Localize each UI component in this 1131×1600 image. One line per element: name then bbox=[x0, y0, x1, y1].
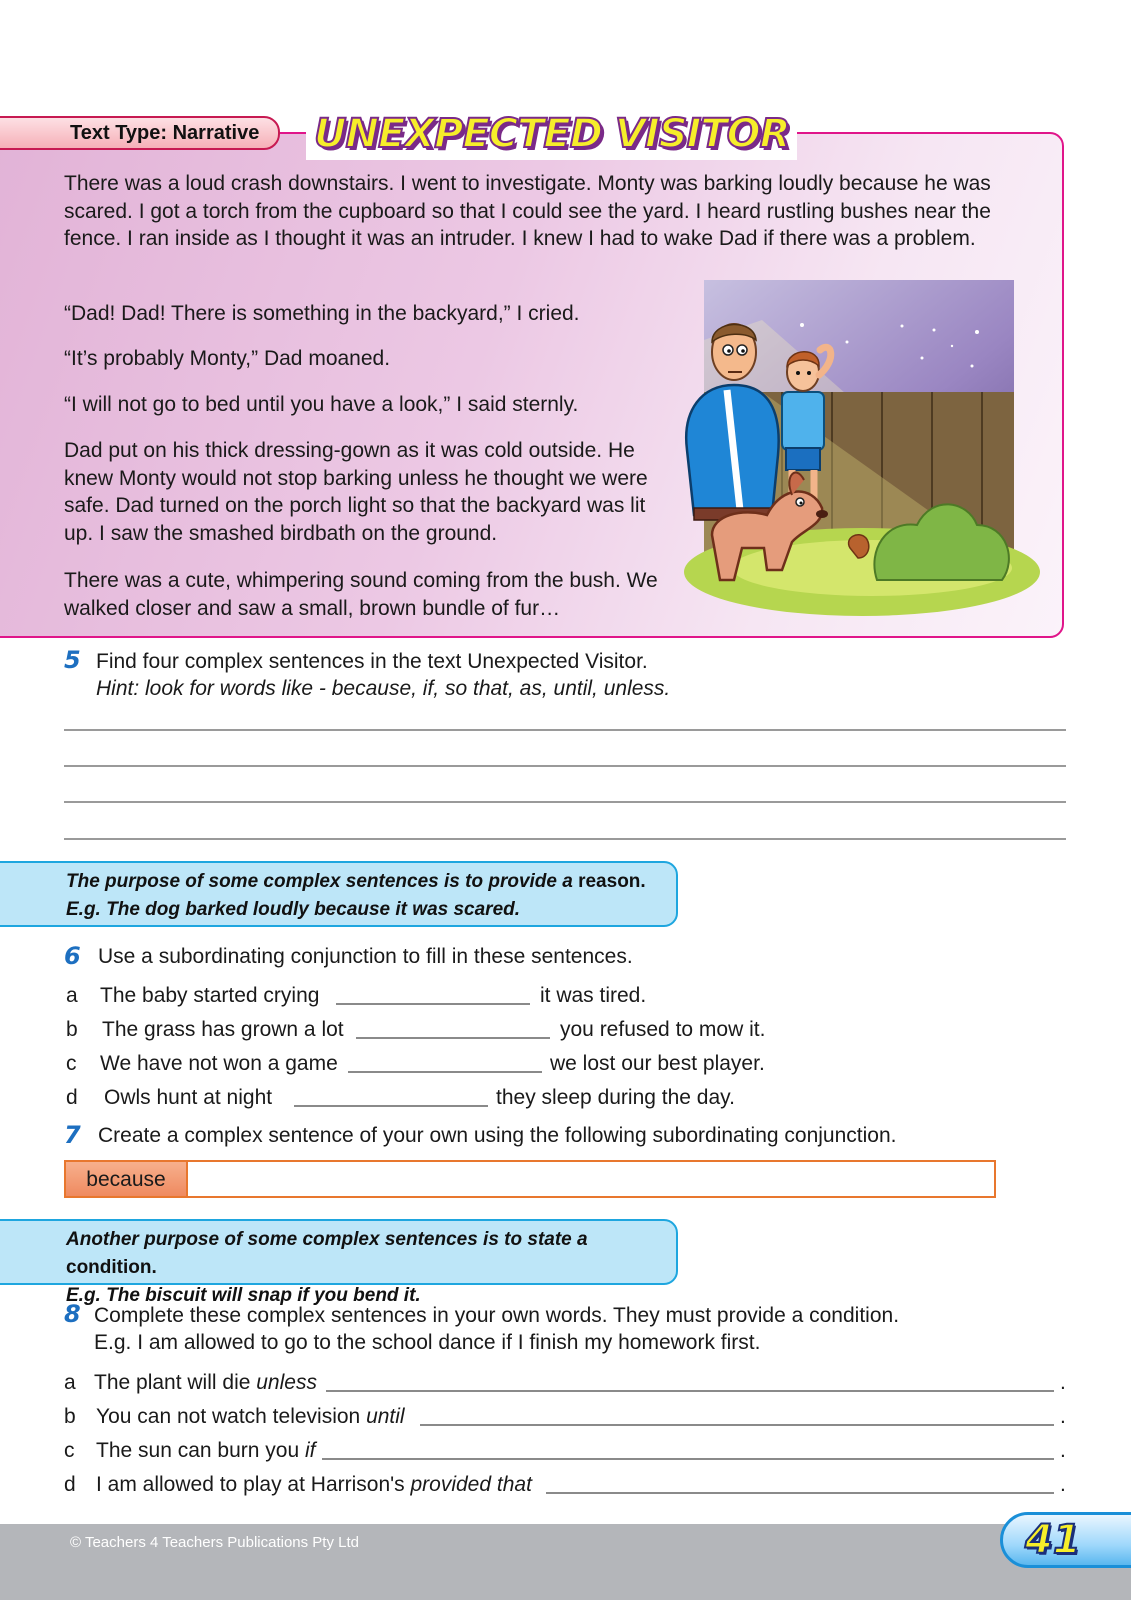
reason-info-box bbox=[0, 861, 678, 927]
q8c-sentence: The sun can burn you if bbox=[96, 1439, 316, 1462]
q5-answer-line-4[interactable] bbox=[64, 838, 1066, 840]
q7-number: 7 bbox=[64, 1121, 81, 1149]
q8b-period: . bbox=[1060, 1405, 1066, 1428]
q6d-before: Owls hunt at night bbox=[104, 1086, 273, 1109]
q8c-letter: c bbox=[64, 1439, 75, 1462]
page-number: 41 bbox=[1025, 1517, 1081, 1563]
q8a-blank[interactable] bbox=[326, 1390, 1054, 1392]
q6a-after: it was tired. bbox=[540, 984, 647, 1007]
story-paragraph-4: “I will not go to bed until you have a look,” I said sternly. bbox=[64, 393, 579, 416]
q8-number: 8 bbox=[64, 1300, 81, 1328]
q6c-after: we lost our best player. bbox=[550, 1052, 765, 1075]
q8d-letter: d bbox=[64, 1473, 76, 1496]
q5-number: 5 bbox=[64, 646, 81, 674]
q8-text: Complete these complex sentences in your own words. They must provide a condition. bbox=[94, 1304, 900, 1327]
q6-number: 6 bbox=[64, 942, 81, 970]
q6c-before: We have not won a game bbox=[100, 1052, 338, 1075]
q7-text: Create a complex sentence of your own using the following subordinating conjunction. bbox=[98, 1124, 897, 1147]
q6c-blank[interactable] bbox=[348, 1071, 542, 1073]
reason-keyword: reason. bbox=[578, 871, 646, 892]
q8b-sentence: You can not watch television until bbox=[96, 1405, 405, 1428]
q7-answer-box[interactable] bbox=[64, 1160, 996, 1198]
q6a-blank[interactable] bbox=[336, 1003, 530, 1005]
story-illustration bbox=[672, 280, 1044, 620]
reason-info-line-1: The purpose of some complex sentences is to provide a reason. bbox=[66, 871, 646, 892]
q8c-period: . bbox=[1060, 1439, 1066, 1462]
page-number-tab bbox=[1000, 1512, 1131, 1568]
reason-info-line-2: E.g. The dog barked loudly because it was scared. bbox=[66, 899, 521, 920]
q8a-period: . bbox=[1060, 1371, 1066, 1394]
page-title: UNEXPECTED VISITOR bbox=[314, 111, 790, 157]
story-paragraph-2: “Dad! Dad! There is something in the backyard,” I cried. bbox=[64, 302, 580, 325]
q6c-letter: c bbox=[66, 1052, 77, 1075]
q5-answer-line-2[interactable] bbox=[64, 765, 1066, 767]
q5-hint: Hint: look for words like - because, if, so that, as, until, unless. bbox=[96, 677, 671, 700]
q8b-blank[interactable] bbox=[420, 1424, 1054, 1426]
q6d-blank[interactable] bbox=[294, 1105, 488, 1107]
q8d-period: . bbox=[1060, 1473, 1066, 1496]
q8c-blank[interactable] bbox=[322, 1458, 1054, 1460]
q6a-letter: a bbox=[66, 984, 78, 1007]
condition-info-box bbox=[0, 1219, 678, 1306]
q8b-letter: b bbox=[64, 1405, 76, 1428]
q6d-after: they sleep during the day. bbox=[496, 1086, 735, 1109]
condition-keyword: condition. bbox=[66, 1257, 157, 1278]
q6-text: Use a subordinating conjunction to fill in these sentences. bbox=[98, 945, 633, 968]
because-label: because bbox=[66, 1162, 188, 1196]
q5-text: Find four complex sentences in the text Unexpected Visitor. bbox=[96, 650, 648, 673]
q5-answer-line-3[interactable] bbox=[64, 801, 1066, 803]
q6d-letter: d bbox=[66, 1086, 78, 1109]
copyright-text: © Teachers 4 Teachers Publications Pty Ltd bbox=[70, 1534, 359, 1551]
condition-info-line-2: E.g. The biscuit will snap if you bend it. bbox=[66, 1285, 421, 1306]
story-paragraph-1: There was a loud crash downstairs. I went to investigate. Monty was barking loudly because he was scared. I got a torch from the cupboard so that I could see the yard. I heard rustling bushes near the fence. I ran inside as I thought it was an intruder. I knew I had to wake Dad if there was a problem. bbox=[64, 172, 991, 250]
q8a-letter: a bbox=[64, 1371, 76, 1394]
q8-example: E.g. I am allowed to go to the school dance if I finish my homework first. bbox=[94, 1331, 761, 1354]
q6b-blank[interactable] bbox=[356, 1037, 550, 1039]
text-type-tab: Text Type: Narrative bbox=[0, 116, 280, 150]
q6b-after: you refused to mow it. bbox=[560, 1018, 766, 1041]
q8d-blank[interactable] bbox=[546, 1492, 1054, 1494]
story-paragraph-6: There was a cute, whimpering sound coming from the bush. We walked closer and saw a small, brown bundle of fur… bbox=[64, 569, 658, 620]
q6b-before: The grass has grown a lot bbox=[102, 1018, 344, 1041]
q6b-letter: b bbox=[66, 1018, 78, 1041]
q8d-sentence: I am allowed to play at Harrison's provided that bbox=[96, 1473, 532, 1496]
title-wrap bbox=[306, 108, 797, 160]
story-paragraph-3: “It’s probably Monty,” Dad moaned. bbox=[64, 347, 391, 370]
q5-answer-line-1[interactable] bbox=[64, 729, 1066, 731]
condition-info-line-1: Another purpose of some complex sentences is to state a condition. bbox=[66, 1229, 588, 1278]
story-paragraph-5: Dad put on his thick dressing-gown as it was cold outside. He knew Monty would not stop barking unless he thought we were safe. Dad turned on the porch light so that the backyard was lit up. I saw the smashed birdbath on the ground. bbox=[64, 439, 648, 545]
q8a-sentence: The plant will die unless bbox=[94, 1371, 317, 1394]
q6a-before: The baby started crying bbox=[100, 984, 320, 1007]
